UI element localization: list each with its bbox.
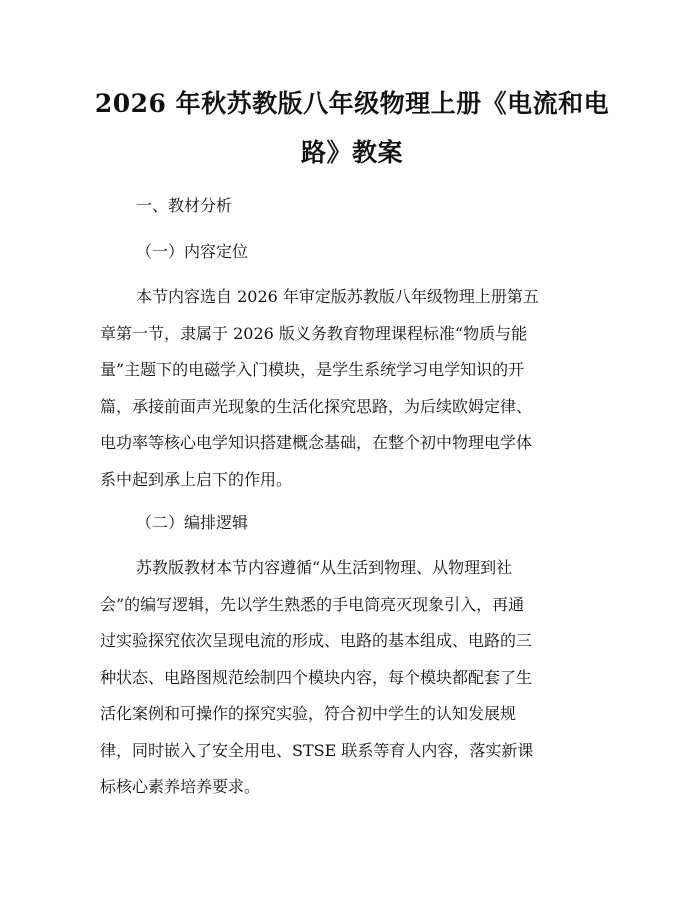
- title-line: 2026 年秋苏教版八年级物理上册《电流和电: [94, 89, 610, 118]
- paragraph-line: 种状态、电路图规范绘制四个模块内容，每个模块都配套了生: [100, 667, 533, 687]
- paragraph-line: 本节内容选自 2026 年审定版苏教版八年级物理上册第五: [136, 287, 539, 306]
- paragraph-line: 会”的编写逻辑，先以学生熟悉的手电筒亮灭现象引入，再通: [100, 594, 525, 614]
- paragraph-line: 标核心素养培养要求。: [100, 777, 261, 796]
- paragraph-line: 章第一节，隶属于 2026 版义务教育物理课程标准“物质与能: [100, 323, 528, 343]
- paragraph-line: 活化案例和可操作的探究实验，符合初中学生的认知发展规: [100, 704, 517, 723]
- paragraph-line: 系中起到承上启下的作用。: [100, 469, 293, 489]
- paragraph-line: 苏教版教材本节内容遵循“从生活到物理、从物理到社: [136, 558, 513, 577]
- paragraph-line: 量”主题下的电磁学入门模块，是学生系统学习电学知识的开: [100, 360, 525, 379]
- paragraph-editing-logic: [100, 550, 604, 806]
- document-title: [92, 79, 612, 177]
- paragraph-line: 过实验探究依次呈现电流的形成、电路的基本组成、电路的三: [100, 631, 533, 650]
- subsection-heading: （一）内容定位: [136, 242, 249, 261]
- paragraph-line: 篇，承接前面声光现象的生活化探究思路，为后续欧姆定律、: [100, 396, 533, 416]
- paragraph-content-positioning: [100, 279, 604, 498]
- paragraph-line: 律，同时嵌入了安全用电、STSE 联系等育人内容，落实新课: [100, 740, 534, 760]
- paragraph-line: 电功率等核心电学知识搭建概念基础，在整个初中物理电学体: [100, 433, 533, 452]
- subsection-heading: （二）编排逻辑: [136, 513, 249, 532]
- section-heading: 一、教材分析: [136, 196, 233, 215]
- title-line: 路》教案: [300, 138, 403, 167]
